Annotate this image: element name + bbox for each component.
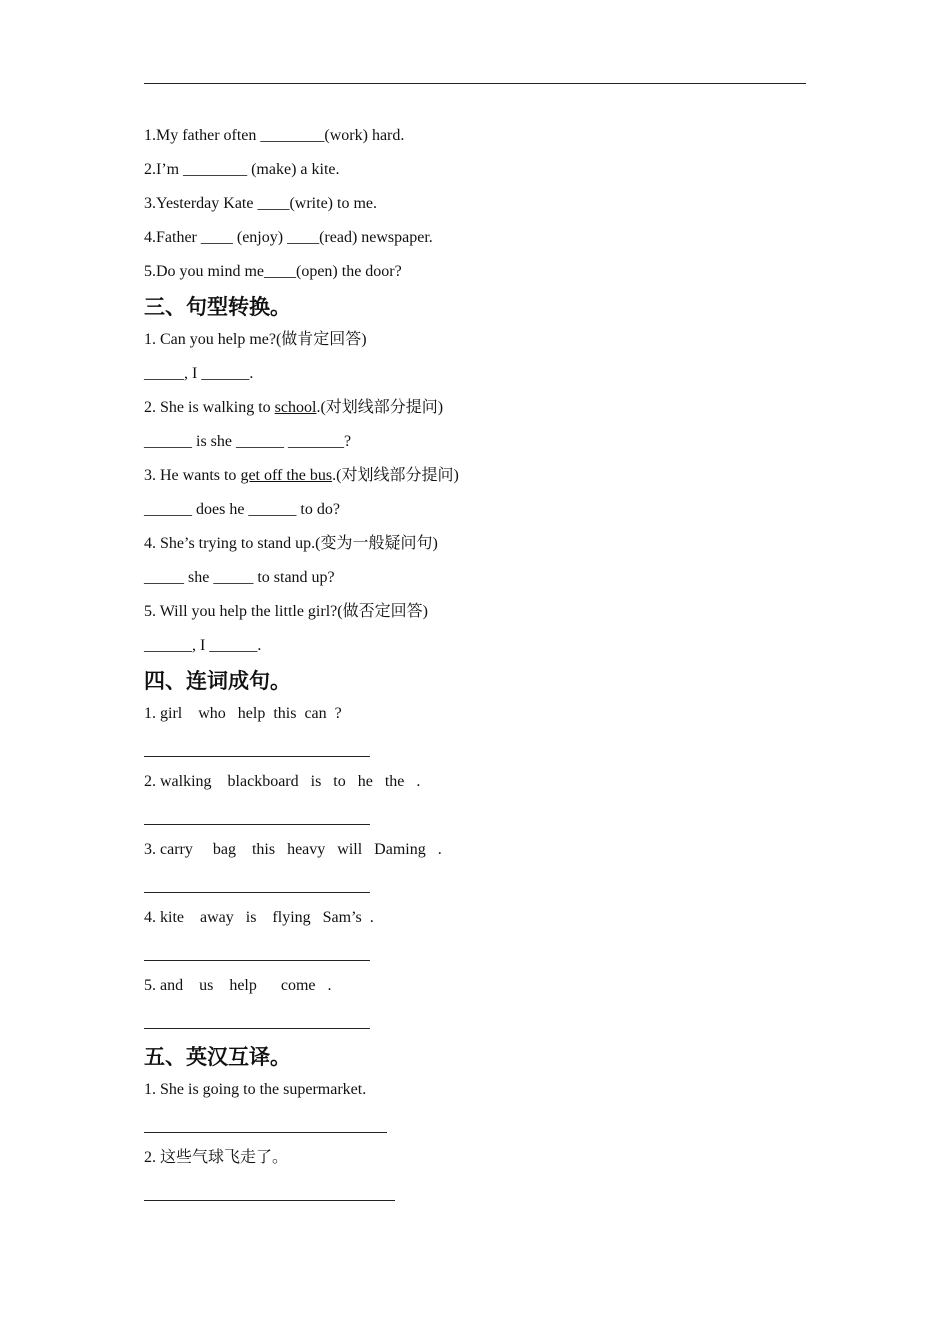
underlined-word: school bbox=[274, 399, 317, 416]
section5-title: 五、英汉互译。 bbox=[144, 1045, 291, 1069]
section3-title: 三、句型转换。 bbox=[144, 295, 291, 319]
question-text: 3. He wants to bbox=[144, 467, 241, 484]
question-instruction: .(对划线部分提问) bbox=[316, 399, 444, 416]
transform-question-5: 5. Will you help the little girl?(做否定回答) bbox=[144, 603, 428, 620]
transform-question-4: 4. She’s trying to stand up.(变为一般疑问句) bbox=[144, 535, 438, 552]
answer-line bbox=[144, 1008, 806, 1042]
transform-answer-5: ______, I ______. bbox=[144, 637, 262, 654]
section4-title: 四、连词成句。 bbox=[144, 669, 291, 693]
fill-in-question-2: 2.I’m ________ (make) a kite. bbox=[144, 161, 340, 178]
answer-line bbox=[144, 736, 806, 770]
word-order-question-5: 5. and us help come . bbox=[144, 977, 332, 994]
answer-line bbox=[144, 1112, 806, 1146]
header-rule bbox=[144, 83, 806, 84]
question-text: 2. She is walking to bbox=[144, 399, 275, 416]
fill-in-question-3: 3.Yesterday Kate ____(write) to me. bbox=[144, 195, 377, 212]
transform-question-2 bbox=[144, 396, 806, 430]
answer-line bbox=[144, 940, 806, 974]
transform-answer-4: _____ she _____ to stand up? bbox=[144, 569, 335, 586]
answer-line bbox=[144, 804, 806, 838]
fill-in-question-1: 1.My father often ________(work) hard. bbox=[144, 127, 405, 144]
transform-question-1: 1. Can you help me?(做肯定回答) bbox=[144, 331, 367, 348]
transform-answer-1: _____, I ______. bbox=[144, 365, 254, 382]
transform-answer-3: ______ does he ______ to do? bbox=[144, 501, 340, 518]
word-order-question-1: 1. girl who help this can ? bbox=[144, 705, 342, 722]
fill-in-question-5: 5.Do you mind me____(open) the door? bbox=[144, 263, 402, 280]
fill-in-question-4: 4.Father ____ (enjoy) ____(read) newspaper. bbox=[144, 229, 433, 246]
answer-line bbox=[144, 872, 806, 906]
word-order-question-2: 2. walking blackboard is to he the . bbox=[144, 773, 421, 790]
translation-question-1: 1. She is going to the supermarket. bbox=[144, 1081, 367, 1098]
underlined-phrase: get off the bus bbox=[240, 467, 333, 484]
transform-answer-2: ______ is she ______ _______? bbox=[144, 433, 352, 450]
word-order-question-4: 4. kite away is flying Sam’s . bbox=[144, 909, 374, 926]
translation-question-2: 2. 这些气球飞走了。 bbox=[144, 1149, 289, 1166]
question-instruction: .(对划线部分提问) bbox=[332, 467, 459, 484]
word-order-question-3: 3. carry bag this heavy will Daming . bbox=[144, 841, 442, 858]
worksheet-content bbox=[144, 124, 806, 1214]
transform-question-3 bbox=[144, 464, 806, 498]
answer-line bbox=[144, 1180, 806, 1214]
